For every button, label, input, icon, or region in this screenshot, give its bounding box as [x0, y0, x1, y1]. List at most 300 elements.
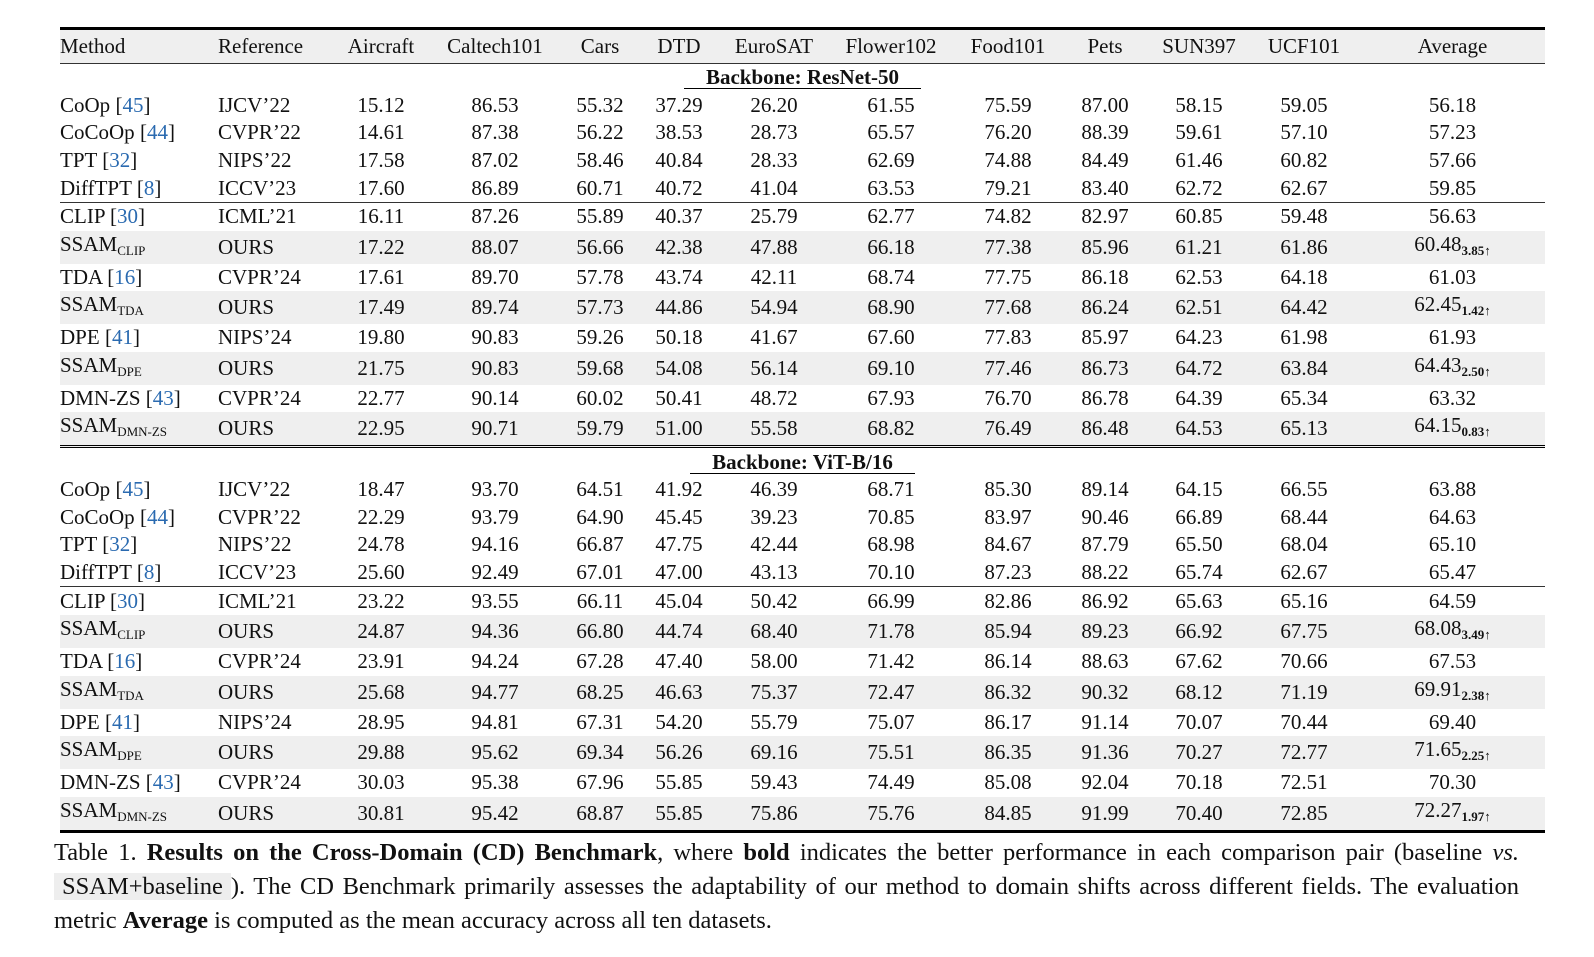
value-cell: 64.18	[1280, 264, 1328, 289]
value-cell: 68.40	[722, 615, 826, 648]
average-cell: 64.150.83↑	[1360, 412, 1545, 447]
value-cell: 26.20	[750, 92, 798, 117]
value-cell: 24.78	[357, 532, 405, 557]
value-cell: 29.88	[336, 736, 426, 769]
value-cell: 67.28	[576, 649, 624, 674]
value-cell: 70.27	[1150, 736, 1248, 769]
baseline-row	[60, 476, 1545, 504]
value-cell: 66.55	[1280, 477, 1328, 502]
value-cell: 30.81	[336, 797, 426, 832]
average-cell: 64.432.50↑	[1360, 352, 1545, 385]
ours-row	[60, 736, 1545, 769]
value-cell: 64.53	[1150, 412, 1248, 447]
value-cell: 89.70	[471, 264, 519, 289]
method-name: DPE	[60, 325, 100, 350]
method-cell: CoOp [45]	[60, 477, 151, 502]
table-body	[60, 64, 1545, 832]
value-cell: 67.60	[867, 325, 915, 350]
value-cell: 57.73	[564, 291, 636, 324]
value-cell: 28.73	[750, 120, 798, 145]
value-cell: 44.74	[636, 615, 722, 648]
citation-link[interactable]: 45	[122, 477, 144, 502]
value-cell: 59.43	[750, 770, 798, 795]
value-cell: 75.51	[826, 736, 956, 769]
value-cell: 14.61	[357, 120, 405, 145]
average-cell: 65.47	[1428, 560, 1477, 585]
value-cell: 70.10	[867, 560, 915, 585]
method-name: TPT	[60, 532, 97, 557]
value-cell: 60.85	[1150, 202, 1248, 230]
method-name: SSAM	[60, 797, 118, 822]
value-cell: 61.46	[1175, 148, 1223, 173]
method-subscript: DPE	[117, 363, 142, 379]
baseline-row	[60, 559, 1545, 587]
value-cell: 68.04	[1280, 532, 1328, 557]
reference-cell: NIPS’22	[218, 532, 292, 557]
value-cell: 88.22	[1081, 560, 1129, 585]
value-cell: 64.42	[1248, 291, 1360, 324]
method-cell	[60, 736, 218, 769]
citation-link[interactable]: 30	[116, 588, 138, 613]
reference-cell: CVPR’24	[218, 264, 301, 289]
reference-cell: NIPS’24	[218, 325, 292, 350]
value-cell: 68.71	[867, 477, 915, 502]
column-header: EuroSAT	[722, 29, 826, 64]
results-table	[60, 27, 1545, 833]
value-cell: 38.53	[655, 120, 703, 145]
method-cell: DMN-ZS [43]	[60, 386, 181, 411]
average-cell: 59.85	[1428, 175, 1477, 200]
average-cell: 57.23	[1428, 120, 1477, 145]
value-cell: 71.19	[1248, 676, 1360, 709]
value-cell: 66.99	[826, 587, 956, 615]
baseline-row	[60, 264, 1545, 292]
value-cell: 87.26	[426, 202, 564, 230]
citation-link[interactable]: 41	[111, 709, 133, 734]
reference-cell: OURS	[218, 412, 336, 447]
caption-vs: vs.	[1492, 838, 1519, 866]
value-cell: 66.87	[576, 532, 624, 557]
method-cell	[60, 412, 218, 447]
value-cell: 72.47	[826, 676, 956, 709]
reference-cell: OURS	[218, 231, 336, 264]
method-cell: TPT [32]	[60, 532, 138, 557]
value-cell: 65.63	[1150, 587, 1248, 615]
value-cell: 17.22	[336, 231, 426, 264]
value-cell: 75.07	[867, 709, 915, 734]
value-cell: 95.42	[426, 797, 564, 832]
value-cell: 19.80	[357, 325, 405, 350]
ours-row	[60, 797, 1545, 832]
method-cell: DPE [41]	[60, 709, 140, 734]
average-cell: 63.32	[1428, 386, 1477, 411]
column-header: SUN397	[1150, 29, 1248, 64]
caption-highlight: SSAM+baseline	[54, 873, 231, 900]
value-cell: 77.68	[956, 291, 1060, 324]
column-header: Pets	[1060, 29, 1150, 64]
average-cell: 56.63	[1360, 202, 1545, 230]
method-cell: DiffTPT [8]	[60, 560, 162, 585]
reference-cell: ICCV’23	[218, 560, 297, 585]
baseline-row	[60, 769, 1545, 797]
value-cell: 55.32	[576, 92, 624, 117]
value-cell: 84.85	[956, 797, 1060, 832]
value-cell: 95.38	[471, 770, 519, 795]
value-cell: 60.82	[1280, 148, 1328, 173]
method-cell	[60, 797, 218, 832]
citation-link[interactable]: 8	[143, 175, 155, 200]
value-cell: 74.82	[956, 202, 1060, 230]
average-cell: 56.18	[1428, 92, 1477, 117]
value-cell: 56.66	[564, 231, 636, 264]
value-cell: 89.23	[1060, 615, 1150, 648]
value-cell: 40.84	[655, 148, 703, 173]
value-cell: 28.33	[750, 148, 798, 173]
citation-link[interactable]: 30	[116, 204, 138, 229]
citation-link[interactable]: 43	[152, 770, 174, 795]
citation-link[interactable]: 8	[143, 560, 155, 585]
value-cell: 55.85	[636, 797, 722, 832]
value-cell: 82.97	[1060, 202, 1150, 230]
value-cell: 68.44	[1280, 504, 1328, 529]
ours-row	[60, 676, 1545, 709]
value-cell: 23.91	[357, 649, 405, 674]
gain-subscript: 1.42↑	[1461, 303, 1491, 319]
value-cell: 71.78	[826, 615, 956, 648]
value-cell: 59.79	[564, 412, 636, 447]
value-cell: 44.86	[636, 291, 722, 324]
value-cell: 40.37	[636, 202, 722, 230]
value-cell: 87.79	[1081, 532, 1129, 557]
baseline-row	[60, 385, 1545, 413]
value-cell: 85.94	[956, 615, 1060, 648]
average-cell: 62.451.42↑	[1360, 291, 1545, 324]
value-cell: 64.15	[1175, 477, 1223, 502]
citation-link[interactable]: 16	[114, 649, 136, 674]
value-cell: 58.15	[1175, 92, 1223, 117]
value-cell: 62.67	[1280, 175, 1328, 200]
baseline-row	[60, 174, 1545, 202]
value-cell: 47.88	[722, 231, 826, 264]
value-cell: 62.69	[867, 148, 915, 173]
value-cell: 68.82	[826, 412, 956, 447]
value-cell: 91.36	[1060, 736, 1150, 769]
value-cell: 17.60	[357, 175, 405, 200]
value-cell: 68.12	[1150, 676, 1248, 709]
method-cell	[60, 615, 218, 648]
value-cell: 46.39	[750, 477, 798, 502]
value-cell: 86.32	[956, 676, 1060, 709]
value-cell: 22.95	[336, 412, 426, 447]
value-cell: 72.77	[1248, 736, 1360, 769]
backbone-row	[60, 447, 1545, 476]
value-cell: 65.16	[1248, 587, 1360, 615]
method-cell	[60, 291, 218, 324]
value-cell: 56.14	[722, 352, 826, 385]
table-caption	[54, 836, 1519, 938]
value-cell: 16.11	[336, 202, 426, 230]
value-cell: 59.61	[1175, 120, 1223, 145]
gain-subscript: 3.85↑	[1461, 242, 1491, 258]
value-cell: 90.46	[1081, 504, 1129, 529]
value-cell: 37.29	[655, 92, 703, 117]
reference-cell: OURS	[218, 676, 336, 709]
baseline-row	[60, 587, 1545, 615]
value-cell: 70.85	[867, 504, 915, 529]
gain-subscript: 3.49↑	[1461, 626, 1491, 642]
method-cell: DiffTPT [8]	[60, 175, 162, 200]
value-cell: 22.77	[357, 386, 405, 411]
reference-cell: ICML’21	[218, 202, 336, 230]
reference-cell: IJCV’22	[218, 477, 291, 502]
value-cell: 46.63	[636, 676, 722, 709]
value-cell: 61.55	[867, 92, 915, 117]
gain-subscript: 2.38↑	[1461, 687, 1491, 703]
method-name: TDA	[60, 649, 102, 674]
average-cell: 71.652.25↑	[1360, 736, 1545, 769]
average-cell: 65.10	[1428, 532, 1477, 557]
column-header: Cars	[564, 29, 636, 64]
method-subscript: TDA	[117, 303, 144, 319]
reference-cell: CVPR’24	[218, 386, 301, 411]
method-cell	[60, 231, 218, 264]
citation-link[interactable]: 44	[146, 120, 168, 145]
value-cell: 85.97	[1081, 325, 1129, 350]
value-cell: 94.36	[426, 615, 564, 648]
baseline-row	[60, 147, 1545, 175]
value-cell: 71.42	[867, 649, 915, 674]
baseline-row	[60, 324, 1545, 352]
value-cell: 90.32	[1060, 676, 1150, 709]
value-cell: 43.74	[655, 264, 703, 289]
reference-cell: ICML’21	[218, 587, 336, 615]
value-cell: 76.20	[984, 120, 1032, 145]
method-cell: CLIP [30]	[60, 587, 218, 615]
method-cell: TPT [32]	[60, 148, 138, 173]
value-cell: 51.00	[636, 412, 722, 447]
value-cell: 85.96	[1060, 231, 1150, 264]
value-cell: 70.18	[1175, 770, 1223, 795]
value-cell: 70.07	[1175, 709, 1223, 734]
backbone-label: Backbone: ViT-B/16	[690, 451, 915, 474]
method-cell: CLIP [30]	[60, 202, 218, 230]
caption-text-3: ). The CD Benchmark primarily assesses the adaptability of our method to domain shifts across different fields. The evaluation metric	[54, 872, 1519, 934]
value-cell: 24.87	[336, 615, 426, 648]
method-name: DiffTPT	[60, 175, 132, 200]
value-cell: 61.86	[1248, 231, 1360, 264]
method-name: TPT	[60, 148, 97, 173]
column-header: Method	[60, 29, 218, 64]
method-cell: CoCoOp [44]	[60, 120, 175, 145]
baseline-row	[60, 531, 1545, 559]
gain-subscript: 2.50↑	[1461, 363, 1491, 379]
backbone-label: Backbone: ResNet-50	[684, 66, 921, 89]
value-cell: 47.00	[655, 560, 703, 585]
value-cell: 59.68	[564, 352, 636, 385]
baseline-row	[60, 504, 1545, 532]
value-cell: 25.60	[357, 560, 405, 585]
value-cell: 74.49	[867, 770, 915, 795]
reference-cell: IJCV’22	[218, 92, 291, 117]
method-name: SSAM	[60, 413, 118, 438]
value-cell: 60.71	[576, 175, 624, 200]
value-cell: 59.26	[576, 325, 624, 350]
value-cell: 88.63	[1081, 649, 1129, 674]
citation-link[interactable]: 32	[109, 532, 131, 557]
value-cell: 18.47	[357, 477, 405, 502]
value-cell: 58.00	[750, 649, 798, 674]
value-cell: 66.80	[564, 615, 636, 648]
reference-cell: ICCV’23	[218, 175, 297, 200]
value-cell: 92.04	[1081, 770, 1129, 795]
value-cell: 75.76	[826, 797, 956, 832]
method-name: CoCoOp	[60, 120, 135, 145]
caption-text-1: , where	[657, 838, 744, 866]
value-cell: 79.21	[984, 175, 1032, 200]
value-cell: 30.03	[357, 770, 405, 795]
value-cell: 25.79	[722, 202, 826, 230]
value-cell: 62.72	[1175, 175, 1223, 200]
value-cell: 94.77	[426, 676, 564, 709]
value-cell: 69.16	[722, 736, 826, 769]
gain-subscript: 2.25↑	[1461, 748, 1491, 764]
method-name: TDA	[60, 264, 102, 289]
value-cell: 45.04	[636, 587, 722, 615]
value-cell: 93.70	[471, 477, 519, 502]
column-header: Caltech101	[426, 29, 564, 64]
citation-link[interactable]: 45	[122, 92, 144, 117]
value-cell: 28.95	[357, 709, 405, 734]
value-cell: 75.37	[722, 676, 826, 709]
reference-cell: OURS	[218, 797, 336, 832]
value-cell: 54.08	[636, 352, 722, 385]
value-cell: 63.84	[1248, 352, 1360, 385]
value-cell: 72.51	[1280, 770, 1328, 795]
reference-cell: OURS	[218, 615, 336, 648]
value-cell: 87.02	[471, 148, 519, 173]
value-cell: 85.08	[984, 770, 1032, 795]
value-cell: 64.51	[576, 477, 624, 502]
method-subscript: CLIP	[117, 626, 146, 642]
value-cell: 48.72	[750, 386, 798, 411]
value-cell: 67.75	[1248, 615, 1360, 648]
value-cell: 76.49	[956, 412, 1060, 447]
baseline-row	[60, 92, 1545, 120]
value-cell: 57.10	[1280, 120, 1328, 145]
value-cell: 67.62	[1175, 649, 1223, 674]
value-cell: 56.22	[576, 120, 624, 145]
citation-link[interactable]: 44	[146, 504, 168, 529]
gain-subscript: 0.83↑	[1461, 424, 1491, 440]
column-header: UCF101	[1248, 29, 1360, 64]
average-cell: 69.40	[1428, 709, 1477, 734]
value-cell: 41.67	[750, 325, 798, 350]
method-cell: DMN-ZS [43]	[60, 770, 181, 795]
value-cell: 90.14	[471, 386, 519, 411]
value-cell: 87.23	[984, 560, 1032, 585]
value-cell: 65.74	[1175, 560, 1223, 585]
value-cell: 58.46	[576, 148, 624, 173]
column-header: Aircraft	[336, 29, 426, 64]
value-cell: 77.38	[956, 231, 1060, 264]
value-cell: 64.23	[1175, 325, 1223, 350]
value-cell: 87.38	[471, 120, 519, 145]
average-cell: 61.03	[1428, 264, 1477, 289]
column-header: DTD	[636, 29, 722, 64]
value-cell: 68.98	[867, 532, 915, 557]
value-cell: 70.40	[1150, 797, 1248, 832]
value-cell: 63.53	[867, 175, 915, 200]
value-cell: 77.83	[984, 325, 1032, 350]
value-cell: 62.77	[826, 202, 956, 230]
citation-link[interactable]: 43	[152, 386, 174, 411]
average-cell: 63.88	[1428, 477, 1477, 502]
value-cell: 66.89	[1175, 504, 1223, 529]
value-cell: 91.99	[1060, 797, 1150, 832]
citation-link[interactable]: 32	[109, 148, 131, 173]
value-cell: 59.05	[1280, 92, 1328, 117]
value-cell: 39.23	[750, 504, 798, 529]
value-cell: 15.12	[357, 92, 405, 117]
value-cell: 61.21	[1150, 231, 1248, 264]
method-cell: TDA [16]	[60, 264, 143, 289]
citation-link[interactable]: 41	[111, 325, 133, 350]
value-cell: 84.49	[1081, 148, 1129, 173]
value-cell: 95.62	[426, 736, 564, 769]
column-header: Average	[1360, 29, 1545, 64]
value-cell: 43.13	[750, 560, 798, 585]
column-header: Food101	[956, 29, 1060, 64]
value-cell: 67.96	[576, 770, 624, 795]
value-cell: 68.87	[564, 797, 636, 832]
citation-link[interactable]: 16	[114, 264, 136, 289]
value-cell: 59.48	[1248, 202, 1360, 230]
header-row	[60, 29, 1545, 64]
value-cell: 69.34	[564, 736, 636, 769]
baseline-row	[60, 119, 1545, 147]
gain-subscript: 1.97↑	[1461, 808, 1491, 824]
value-cell: 74.88	[984, 148, 1032, 173]
value-cell: 68.90	[826, 291, 956, 324]
caption-title: Results on the Cross-Domain (CD) Benchmark	[146, 838, 658, 866]
value-cell: 85.30	[984, 477, 1032, 502]
value-cell: 62.53	[1175, 264, 1223, 289]
value-cell: 67.01	[576, 560, 624, 585]
average-cell: 64.63	[1428, 504, 1477, 529]
value-cell: 42.38	[636, 231, 722, 264]
backbone-row	[60, 64, 1545, 92]
value-cell: 86.17	[984, 709, 1032, 734]
value-cell: 41.04	[750, 175, 798, 200]
value-cell: 82.86	[956, 587, 1060, 615]
value-cell: 94.16	[471, 532, 519, 557]
value-cell: 62.51	[1150, 291, 1248, 324]
average-cell: 68.083.49↑	[1360, 615, 1545, 648]
value-cell: 77.75	[984, 264, 1032, 289]
value-cell: 56.26	[636, 736, 722, 769]
reference-cell: OURS	[218, 291, 336, 324]
value-cell: 55.58	[722, 412, 826, 447]
value-cell: 22.29	[357, 504, 405, 529]
value-cell: 54.94	[722, 291, 826, 324]
ours-row	[60, 615, 1545, 648]
value-cell: 86.89	[471, 175, 519, 200]
method-name: SSAM	[60, 292, 118, 317]
value-cell: 62.67	[1280, 560, 1328, 585]
method-name: SSAM	[60, 231, 118, 256]
caption-bold-word: bold	[743, 838, 790, 866]
value-cell: 45.45	[655, 504, 703, 529]
